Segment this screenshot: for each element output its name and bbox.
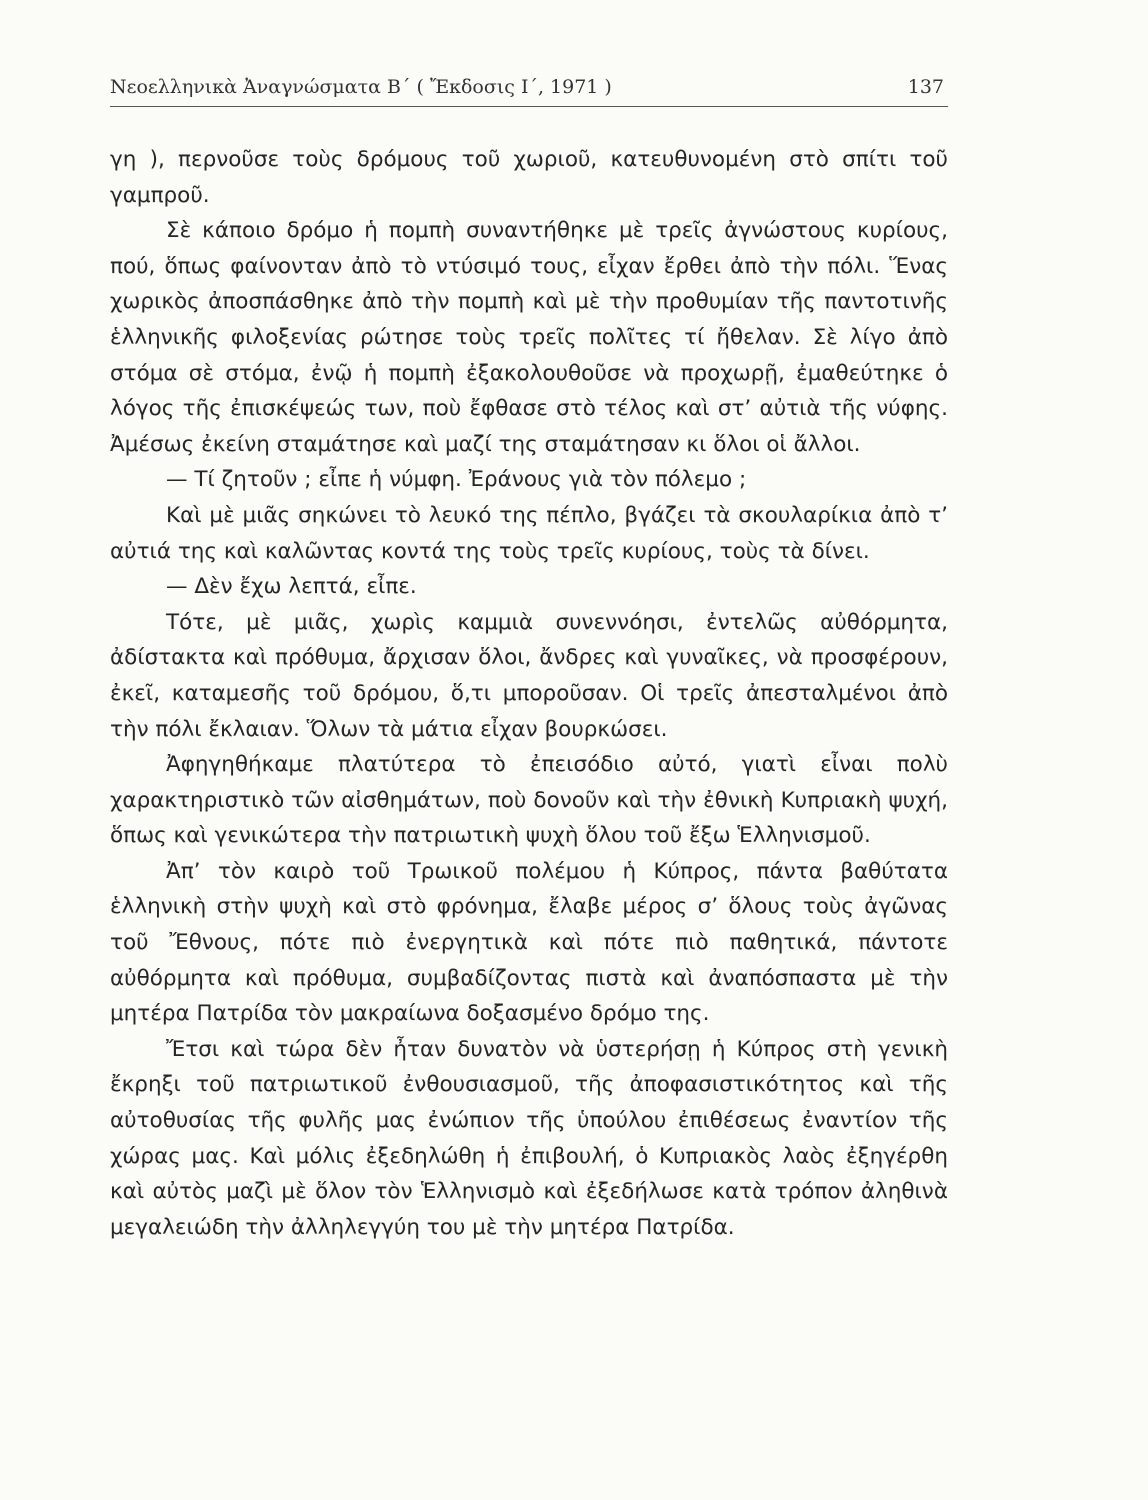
paragraph-continuation: γη ), περνοῦσε τοὺς δρόμους τοῦ χωριοῦ, κατευθυνομένη στὸ σπίτι τοῦ γαμπροῦ. [110,147,948,208]
running-head [110,76,948,104]
body-text [110,142,948,1245]
header-rule [110,106,948,107]
paragraph: Καὶ μὲ μιᾶς σηκώνει τὸ λευκό της πέπλο, βγάζει τὰ σκουλαρίκια ἀπὸ τ’ αὐτιά της καὶ καλῶντας κοντά της τοὺς τρεῖς κυρίους, τοὺς τὰ δίνει. [110,502,948,564]
paragraph: Ἀπ’ τὸν καιρὸ τοῦ Τρωικοῦ πολέμου ἡ Κύπρος, πάντα βαθύτατα ἑλληνικὴ στὴν ψυχὴ καὶ στὸ φρόνημα, ἔλαβε μέρος σ’ ὅλους τοὺς ἀγῶνας τοῦ Ἔθνους, πότε πιὸ ἐνεργητικὰ καὶ πότε πιὸ παθητικά, πάντοτε αὐθόρμητα καὶ πρόθυμα, συμβαδίζοντας πιστὰ καὶ ἀναπόσπαστα μὲ τὴν μητέρα Πατρίδα τὸν μακραίωνα δοξασμένο δρόμο της. [110,858,948,1027]
book-page [110,0,948,1500]
paragraph: Σὲ κάποιο δρόμο ἡ πομπὴ συναντήθηκε μὲ τρεῖς ἀγνώστους κυρίους, πού, ὅπως φαίνονταν ἀπὸ τὸ ντύσιμό τους, εἶχαν ἔρθει ἀπὸ τὴν πόλι. Ἕνας χωρικὸς ἀποσπάσθηκε ἀπὸ τὴν πομπὴ καὶ μὲ τὴν προθυμίαν τῆς παντοτινῆς ἑλληνικῆς φιλοξενίας ρώτησε τοὺς τρεῖς πολῖτες τί ἤθελαν. Σὲ λίγο ἀπὸ στόμα σὲ στόμα, ἐνῷ ἡ πομπὴ ἐξακολουθοῦσε νὰ προχωρῇ, ἐμαθεύτηκε ὁ λόγος τῆς ἐπισκέψεώς των, ποὺ ἔφθασε στὸ τέλος καὶ στ’ αὐτιὰ τῆς νύφης. Ἀμέσως ἐκείνη σταμάτησε καὶ μαζί της σταμάτησαν κι ὅλοι οἱ ἄλλοι. [110,218,948,457]
dialogue-line: — Τί ζητοῦν ; εἶπε ἡ νύμφη. Ἐράνους γιὰ τὸν πόλεμο ; [166,467,747,493]
page-number: 137 [907,76,944,98]
running-title: Νεοελληνικὰ Ἀναγνώσματα Β΄ ( Ἔκδοσις Ι΄, 1971 ) [110,76,612,98]
dialogue-line: — Δὲν ἔχω λεπτά, εἶπε. [166,574,417,600]
paragraph: Ἀφηγηθήκαμε πλατύτερα τὸ ἐπεισόδιο αὐτό, γιατὶ εἶναι πολὺ χαρακτηριστικὸ τῶν αἰσθημάτων, ποὺ δονοῦν καὶ τὴν ἐθνικὴ Κυπριακὴ ψυχή, ὅπως καὶ γενικώτερα τὴν πατριωτικὴ ψυχὴ ὅλου τοῦ ἔξω Ἑλληνισμοῦ. [110,752,948,849]
paragraph: Ἔτσι καὶ τώρα δὲν ἦταν δυνατὸν νὰ ὑστερήσῃ ἡ Κύπρος στὴ γενικὴ ἔκρηξι τοῦ πατριωτικοῦ ἐνθουσιασμοῦ, τῆς ἀποφασιστικότητος καὶ τῆς αὐτοθυσίας τῆς φυλῆς μας ἐνώπιον τῆς ὑπούλου ἐπιθέσεως ἐναντίον τῆς χώρας μας. Καὶ μόλις ἐξεδηλώθη ἡ ἐπιβουλή, ὁ Κυπριακὸς λαὸς ἐξηγέρθη καὶ αὐτὸς μαζὶ μὲ ὅλον τὸν Ἑλληνισμὸ καὶ ἐξεδήλωσε κατὰ τρόπον ἀληθινὰ μεγαλειώδη τὴν ἀλληλεγγύη του μὲ τὴν μητέρα Πατρίδα. [110,1036,948,1240]
paragraph: Τότε, μὲ μιᾶς, χωρὶς καμμιὰ συνεννόησι, ἐντελῶς αὐθόρμητα, ἀδίστακτα καὶ πρόθυμα, ἄρχισαν ὅλοι, ἄνδρες καὶ γυναῖκες, νὰ προσφέρουν, ἐκεῖ, καταμεσῆς τοῦ δρόμου, ὅ,τι μποροῦσαν. Οἱ τρεῖς ἀπεσταλμένοι ἀπὸ τὴν πόλι ἔκλαιαν. Ὅλων τὰ μάτια εἶχαν βουρκώσει. [110,609,948,742]
